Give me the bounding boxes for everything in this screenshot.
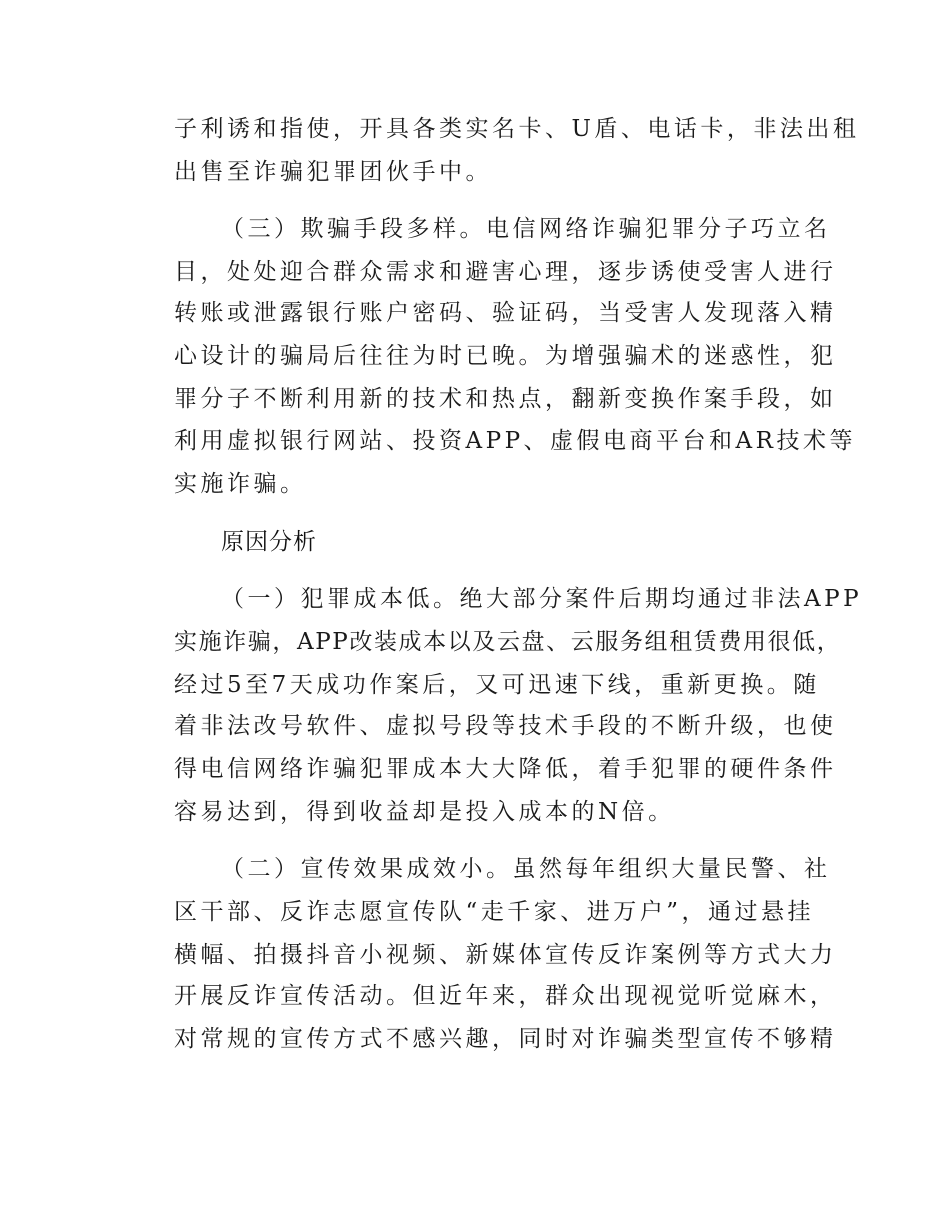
text-line: 转账或泄露银行账户密码、验证码，当受害人发现落入精: [174, 300, 837, 326]
text-line: 心设计的骗局后往往为时已晚。为增强骗术的迷惑性，犯: [174, 343, 837, 369]
text-line: 横幅、拍摄抖音小视频、新媒体宣传反诈案例等方式大力: [174, 942, 837, 968]
text-line: 开展反诈宣传活动。但近年来，群众出现视觉听觉麻木，: [174, 983, 837, 1009]
text-line: （三）欺骗手段多样。电信网络诈骗犯罪分子巧立名: [221, 216, 831, 242]
text-line: 容易达到，得到收益却是投入成本的N倍。: [174, 799, 675, 825]
text-line: 经过5至7天成功作案后，又可迅速下线，重新更换。随: [174, 672, 820, 698]
text-line: 对常规的宣传方式不感兴趣，同时对诈骗类型宣传不够精: [174, 1026, 837, 1052]
text-line: 区干部、反诈志愿宣传队“走千家、进万户”，通过悬挂: [174, 899, 815, 925]
text-line: （一）犯罪成本低。绝大部分案件后期均通过非法APP: [221, 586, 863, 612]
text-line: 罪分子不断利用新的技术和热点，翻新变换作案手段，如: [174, 386, 837, 412]
text-line: 利用虚拟银行网站、投资APP、虚假电商平台和AR技术等: [174, 428, 856, 454]
text-line: 出售至诈骗犯罪团伙手中。: [174, 159, 492, 185]
section-heading: 原因分析: [221, 529, 317, 555]
text-line: 子利诱和指使，开具各类实名卡、U盾、电话卡，非法出租: [174, 116, 860, 142]
text-line: 实施诈骗，APP改装成本以及云盘、云服务组租赁费用很低，: [174, 629, 842, 655]
text-line: 得电信网络诈骗犯罪成本大大降低，着手犯罪的硬件条件: [174, 756, 837, 782]
text-line: 着非法改号软件、虚拟号段等技术手段的不断升级，也使: [174, 713, 837, 739]
text-line: （二）宣传效果成效小。虽然每年组织大量民警、社: [221, 856, 831, 882]
text-line: 目，处处迎合群众需求和避害心理，逐步诱使受害人进行: [174, 259, 837, 285]
text-line: 实施诈骗。: [174, 471, 307, 497]
